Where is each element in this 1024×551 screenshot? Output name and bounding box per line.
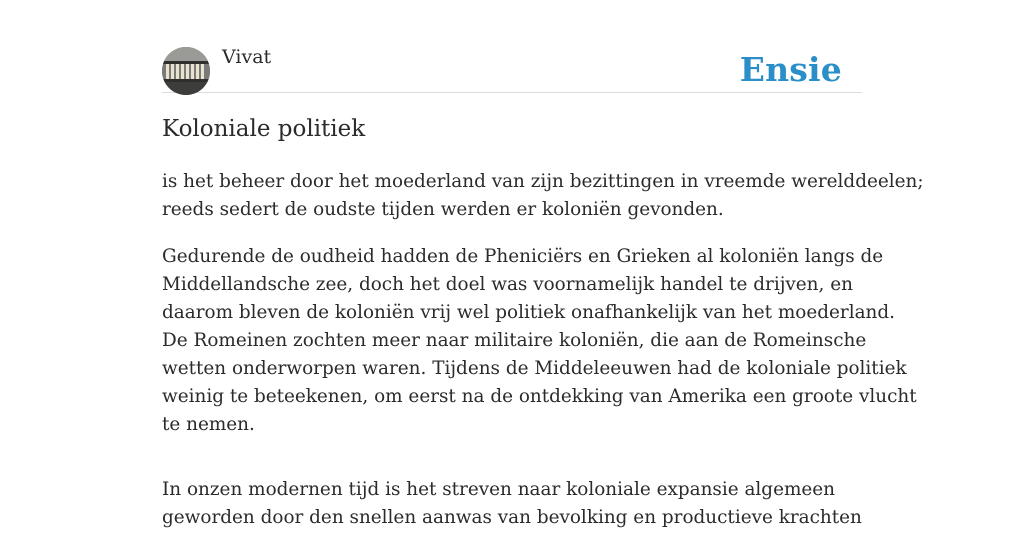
page-title: Koloniale politiek (162, 116, 366, 142)
text-line: daarom bleven de koloniën vrij wel politiek onafhankelijk van het moederland. (162, 302, 896, 323)
text-line: geworden door den snellen aanwas van bevolking en productieve krachten (162, 507, 862, 528)
article-body (162, 168, 924, 551)
text-line: wetten onderworpen waren. Tijdens de Middeleeuwen had de koloniale politiek (162, 358, 907, 379)
article-page (162, 0, 924, 528)
ensie-logo[interactable]: Ensie (739, 50, 842, 89)
paragraph (162, 476, 862, 532)
text-line: te nemen. (162, 414, 255, 435)
text-line: is het beheer door het moederland van zijn bezittingen in vreemde werelddeelen; (162, 171, 924, 192)
text-line: Gedurende de oudheid hadden de Pheniciërs en Grieken al koloniën langs de (162, 246, 884, 267)
paragraph (162, 168, 924, 224)
text-line: reeds sedert de oudste tijden werden er koloniën gevonden. (162, 199, 724, 220)
avatar-image (162, 47, 210, 95)
author-link[interactable]: Vivat (222, 46, 272, 68)
avatar[interactable] (162, 47, 210, 95)
text-line: Middellandsche zee, doch het doel was voornamelijk handel te drijven, en (162, 274, 853, 295)
text-line: In onzen modernen tijd is het streven naar koloniale expansie algemeen (162, 479, 836, 500)
text-line: De Romeinen zochten meer naar militaire koloniën, die aan de Romeinsche (162, 330, 867, 351)
header (162, 0, 862, 93)
paragraph (162, 243, 917, 439)
text-line: weinig te beteekenen, om eerst na de ontdekking van Amerika een groote vlucht (162, 386, 917, 407)
